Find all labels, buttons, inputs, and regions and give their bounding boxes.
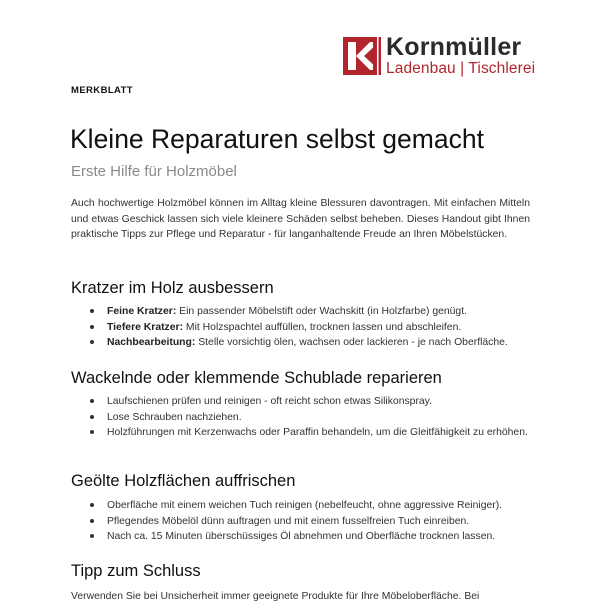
brand-name: Kornmüller (386, 33, 522, 61)
list-item (89, 335, 530, 351)
bullet-icon (90, 309, 94, 313)
bullet-icon (90, 519, 94, 523)
item-text: Lose Schrauben nachziehen. (107, 411, 242, 423)
item-text: Mit Holzspachtel auffüllen, trocknen lassen und abschleifen. (183, 321, 462, 333)
item-term: Nachbearbeitung: (107, 337, 196, 348)
section-heading-kratzer: Kratzer im Holz ausbessern (71, 279, 274, 297)
bullet-icon (90, 534, 94, 538)
list-schublade (89, 394, 530, 441)
bullet-icon (90, 340, 94, 344)
list-item (89, 320, 530, 336)
section-heading-holzflaechen: Geölte Holzflächen auffrischen (71, 472, 296, 490)
list-item (89, 529, 530, 545)
section-heading-tipp: Tipp zum Schluss (71, 562, 201, 580)
intro-paragraph: Auch hochwertige Holzmöbel können im Alltag kleine Blessuren davontragen. Mit einfachen Mitteln und etwas Geschick lassen sich viele kleinere Schäden selbst beheben. Dieses Handout gibt Ihnen praktische Tipps zur Pflege und Reparatur - für langanhaltende Freude an Ihren Möbelstücken. (71, 198, 530, 240)
item-text: Pflegendes Möbelöl dünn auftragen und mit einem fusselfreien Tuch einreiben. (107, 515, 470, 527)
bullet-icon (90, 325, 94, 329)
item-text: Oberfläche mit einem weichen Tuch reinigen (nebelfeucht, ohne aggressive Reiniger). (107, 500, 503, 511)
list-item (89, 498, 530, 514)
closing-paragraph: Verwenden Sie bei Unsicherheit immer geeignete Produkte für Ihre Möbeloberfläche. Bei (71, 591, 480, 602)
list-kratzer (89, 304, 530, 351)
item-text: Ein passender Möbelstift oder Wachskitt (in Holzfarbe) genügt. (176, 306, 467, 317)
item-text: Laufschienen prüfen und reinigen - oft reicht schon etwas Silikonspray. (107, 396, 432, 407)
list-item (89, 304, 530, 320)
list-item (89, 425, 530, 441)
item-text: Holzführungen mit Kerzenwachs oder Paraffin behandeln, um die Gleitfähigkeit zu erhöhen. (107, 427, 528, 438)
item-text: Stelle vorsichtig ölen, wachsen oder lackieren - je nach Oberfläche. (195, 337, 508, 348)
item-term: Feine Kratzer: (107, 306, 177, 317)
bullet-icon (90, 503, 94, 507)
list-item (89, 514, 530, 530)
document-label: MERKBLATT (71, 85, 133, 96)
bullet-icon (90, 415, 94, 419)
list-item (89, 410, 530, 426)
page-title: Kleine Reparaturen selbst gemacht (70, 124, 484, 154)
kornmueller-logo-icon (343, 37, 381, 75)
item-text: Nach ca. 15 Minuten überschüssiges Öl abnehmen und Oberfläche trocknen lassen. (107, 531, 496, 542)
page-subtitle: Erste Hilfe für Holzmöbel (71, 163, 237, 180)
bullet-icon (90, 430, 94, 434)
brand-tagline: Ladenbau | Tischlerei (386, 60, 536, 77)
company-logo (343, 33, 536, 80)
bullet-icon (90, 399, 94, 403)
list-item (89, 394, 530, 410)
item-term: Tiefere Kratzer: (107, 321, 184, 333)
list-holzflaechen (89, 498, 530, 545)
section-heading-schublade: Wackelnde oder klemmende Schublade reparieren (71, 369, 442, 387)
